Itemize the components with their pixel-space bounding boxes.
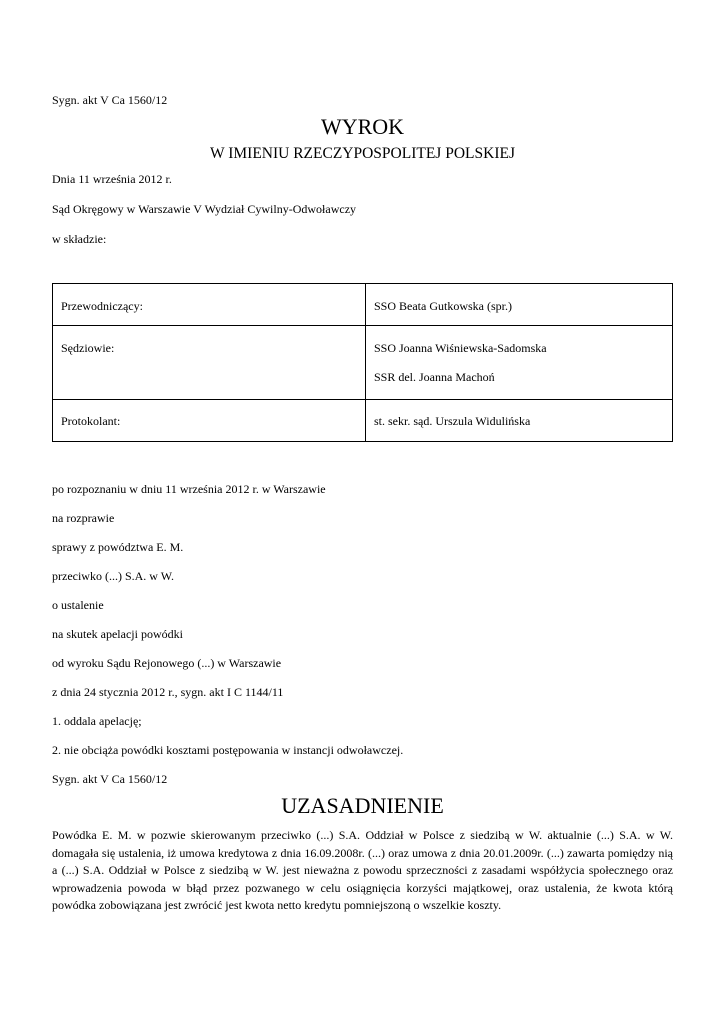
body-line: na skutek apelacji powódki <box>52 627 183 641</box>
table-row <box>53 400 673 442</box>
panel-name <box>366 400 673 442</box>
panel-role: Protokolant: <box>53 400 366 442</box>
case-signature-bottom: Sygn. akt V Ca 1560/12 <box>52 772 168 786</box>
clerk-name: st. sekr. sąd. Urszula Widulińska <box>374 414 531 428</box>
judge-name: SSO Beata Gutkowska (spr.) <box>374 299 512 313</box>
table-row <box>53 326 673 400</box>
judge-name: SSR del. Joanna Machoń <box>374 370 495 384</box>
document-subtitle: W IMIENIU RZECZYPOSPOLITEJ POLSKIEJ <box>210 145 515 162</box>
ruling-point-1: 1. oddala apelację; <box>52 714 142 728</box>
panel-role: Przewodniczący: <box>53 284 366 326</box>
court-name: Sąd Okręgowy w Warszawie V Wydział Cywilny-Odwoławczy <box>52 202 357 216</box>
judge-name: SSO Joanna Wiśniewska-Sadomska <box>374 341 547 355</box>
body-line: po rozpoznaniu w dniu 11 września 2012 r. w Warszawie <box>52 482 326 496</box>
body-line: od wyroku Sądu Rejonowego (...) w Warszawie <box>52 656 282 670</box>
judgment-date: Dnia 11 września 2012 r. <box>52 172 172 186</box>
justification-paragraph: Powódka E. M. w pozwie skierowanym przeciwko (...) S.A. Oddział w Polsce z siedzibą w W. aktualnie (...) S.A. w W. domagała się ustalenia, iż umowa kredytowa z dnia 16.09.2008r. (...) oraz umowa z dnia 20.01.2009r. (...) zawarta pomiędzy nią a (...) S.A. Oddział w Polsce z siedzibą w W. jest nieważna z powodu sprzeczności z zasadami współżycia społecznego oraz wprowadzenia powoda w błąd przez pozwanego w celu osiągnięcia korzyści majątkowej, oraz ustalenia, że kwota którą powódka zobowiązana jest zwrócić jest kwota netto kredytu pomniejszoną o wszelkie koszty. <box>52 828 673 913</box>
body-line: o ustalenie <box>52 598 104 612</box>
panel-name <box>366 284 673 326</box>
document-title: WYROK <box>320 114 405 139</box>
composition-label: w składzie: <box>52 232 107 246</box>
ruling-point-2: 2. nie obciąża powódki kosztami postępowania w instancji odwoławczej. <box>52 743 404 757</box>
table-row <box>53 284 673 326</box>
body-line: sprawy z powództwa E. M. <box>52 540 184 554</box>
body-line: z dnia 24 stycznia 2012 r., sygn. akt I C 1144/11 <box>52 685 284 699</box>
panel-name <box>366 326 673 400</box>
panel-role: Sędziowie: <box>53 326 366 400</box>
justification-title: UZASADNIENIE <box>281 793 444 818</box>
case-signature-top: Sygn. akt V Ca 1560/12 <box>52 93 168 107</box>
body-line: na rozprawie <box>52 511 115 525</box>
panel-table <box>52 283 673 442</box>
body-line: przeciwko (...) S.A. w W. <box>52 569 174 583</box>
